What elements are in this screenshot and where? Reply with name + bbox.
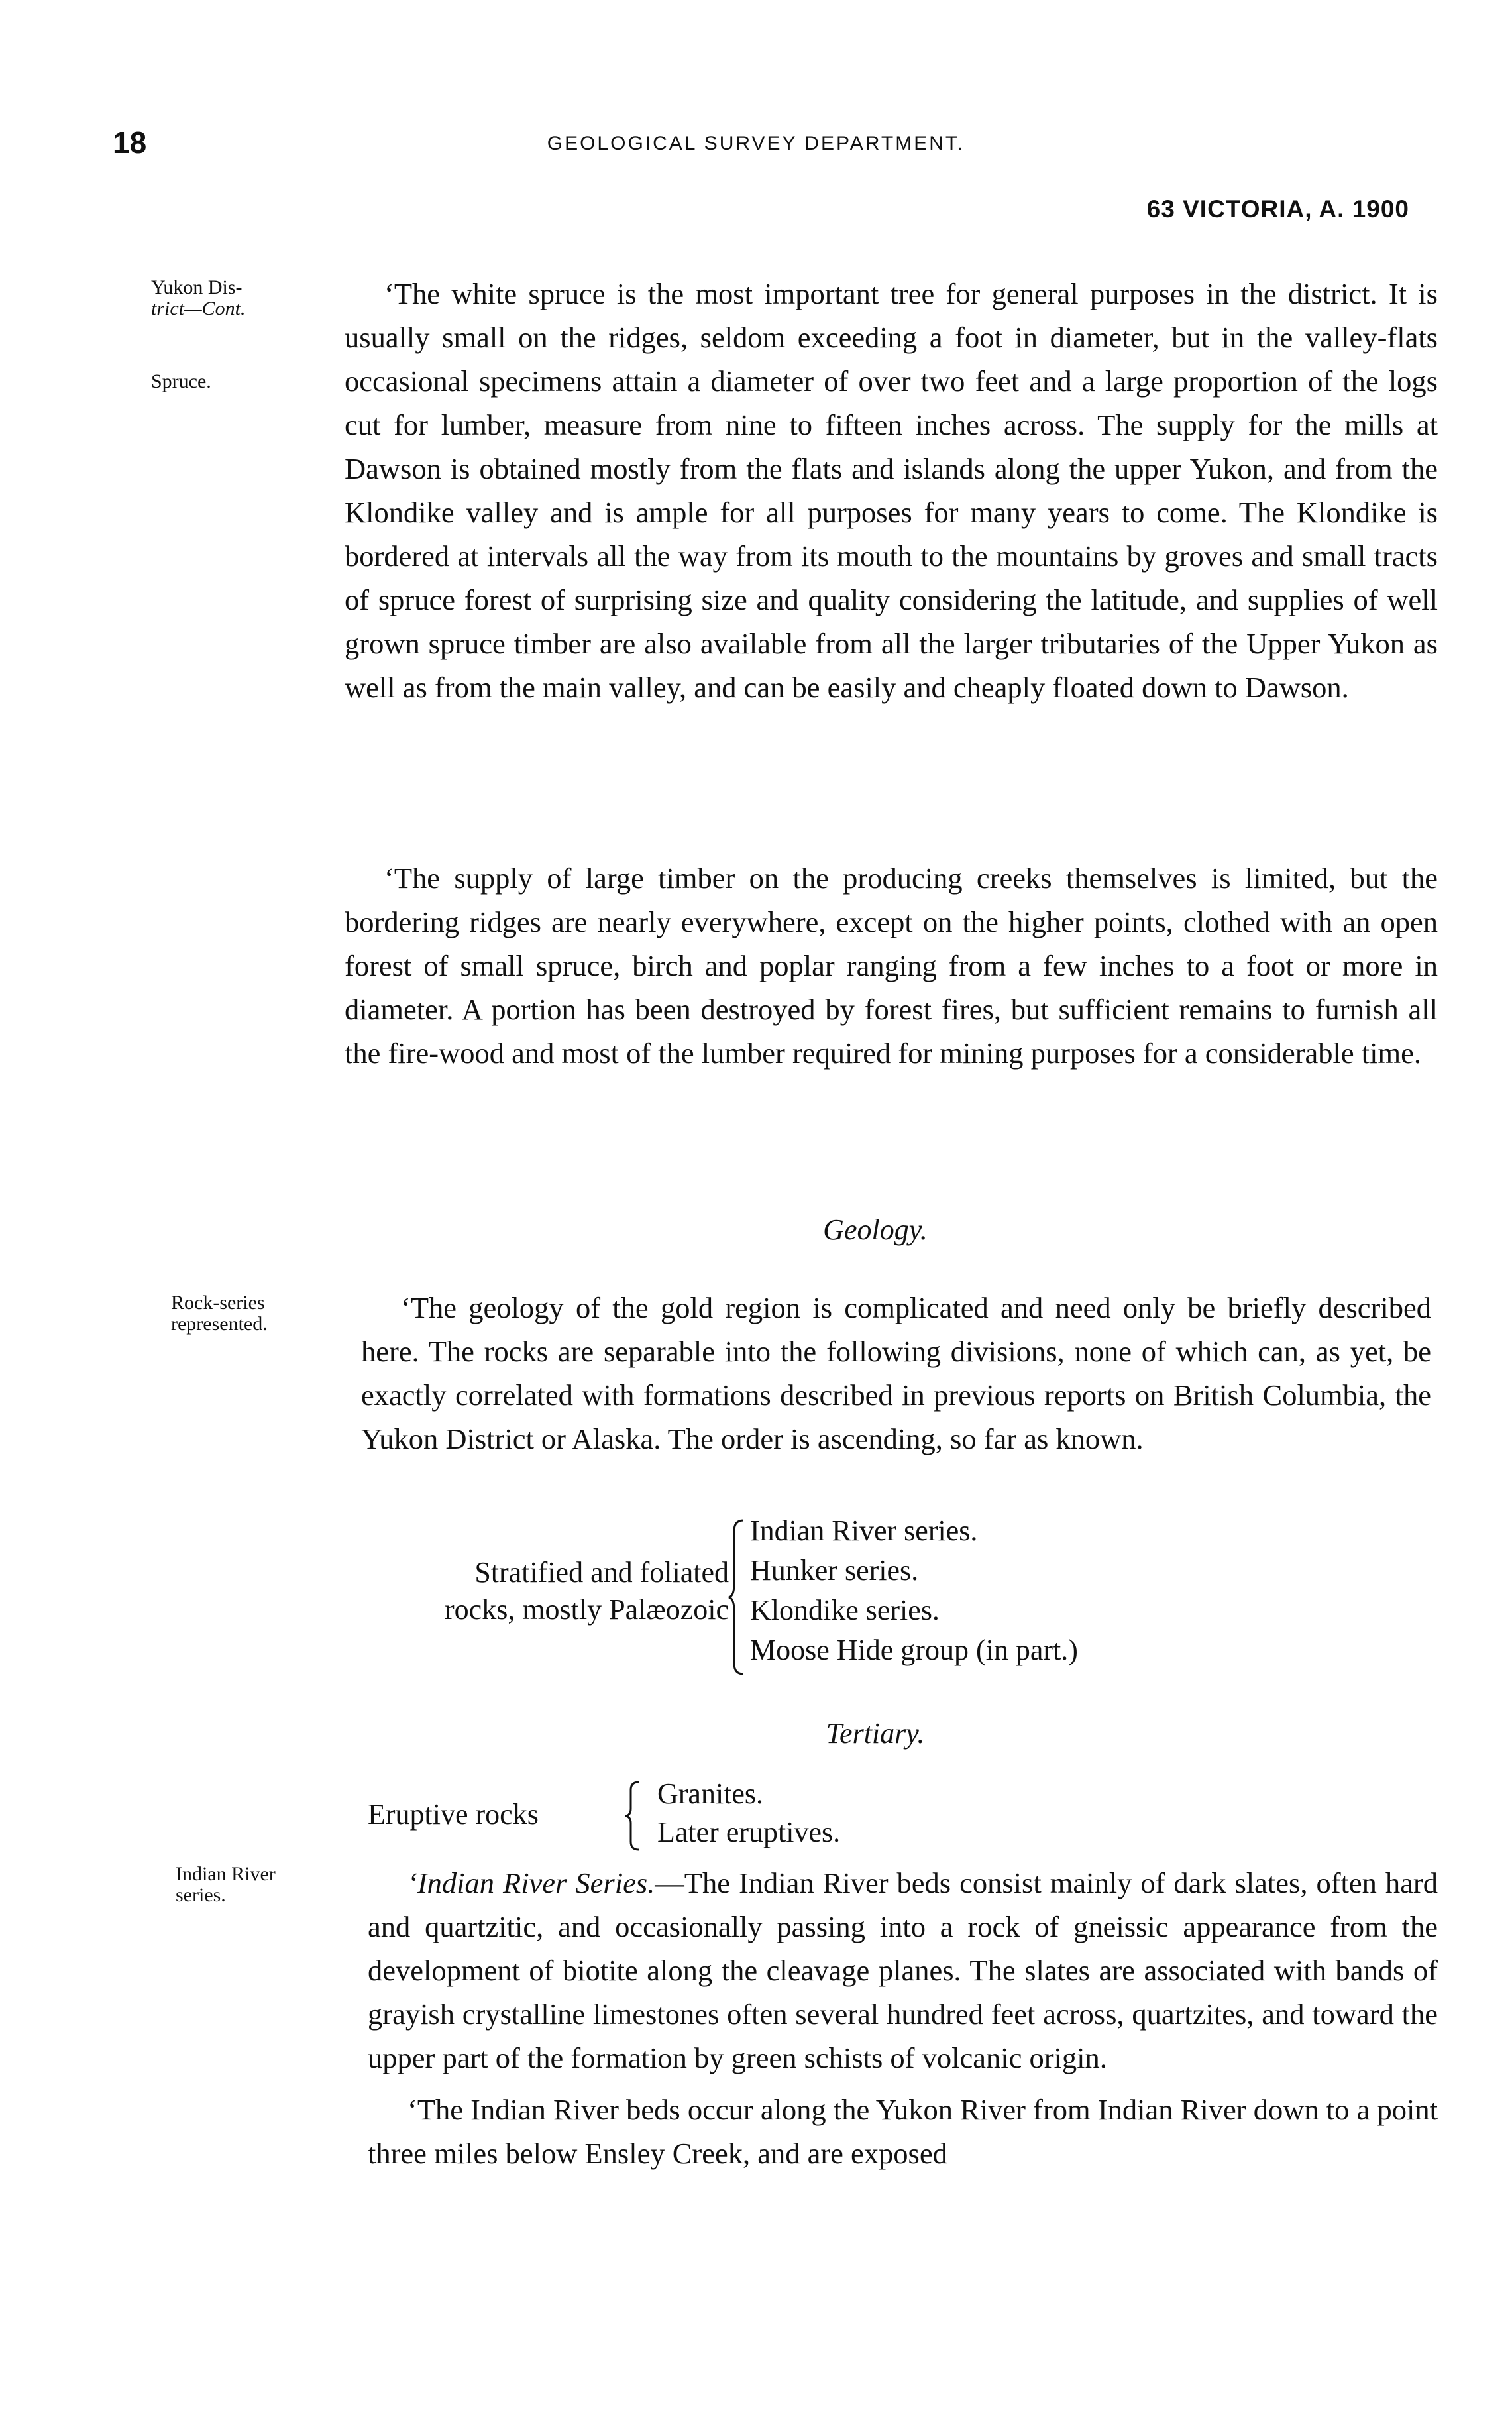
stratified-list bbox=[750, 1511, 1078, 1670]
stratified-label-line2: rocks, mostly Palæozoic bbox=[445, 1593, 729, 1626]
eruptive-label: Eruptive rocks bbox=[368, 1798, 539, 1831]
page-number: 18 bbox=[113, 125, 147, 160]
eruptive-item: Granites. bbox=[657, 1778, 764, 1810]
paragraph-spruce-1: ‘The white spruce is the most important tree for general purposes in the district. It is usually small on the ridges, seldom exceeding a foot in diameter, but in the valley-flats occasional specimens attain a diameter of over two feet and a large proportion of the logs cut for lumber, measure from nine to fifteen inches across. The supply for the mills at Dawson is obtained mostly from the flats and islands along the upper Yukon, and from the Klondike valley and is ample for all purposes for many years to come. The Klondike is bordered at intervals all the way from its mouth to the mountains by groves and small tracts of spruce forest of surprising size and quality considering the latitude, and supplies of well grown spruce timber are also available from all the larger tributaries of the Upper Yukon as well as from the main valley, and can be easily and cheaply floated down to Dawson. bbox=[345, 277, 1438, 704]
sidenote-yukon-line2: trict—Cont. bbox=[151, 298, 246, 319]
eruptive-brace bbox=[624, 1779, 643, 1852]
sidenote-yukon-line1: Yukon Dis- bbox=[151, 276, 243, 298]
indian-river-series-body: —The Indian River beds consist mainly of dark slates, often hard and quartzitic, and occasionally passing into a rock of gneissic appearance from the development of biotite along the cleavage planes. The slates are associated with bands of grayish crystalline limestones often several hundred feet across, quartzites, and toward the upper part of the formation by green schists of volcanic origin. bbox=[368, 1866, 1438, 2074]
stratified-item: Hunker series. bbox=[750, 1554, 919, 1587]
paragraph-geology: ‘The geology of the gold region is complicated and need only be briefly described here. The rocks are separable into the following divisions, none of which can, as yet, be exactly correlated with formations described in previous reports on British Columbia, the Yukon District or Alaska. The order is ascending, so far as known. bbox=[361, 1291, 1431, 1455]
stratified-item: Klondike series. bbox=[750, 1594, 940, 1626]
session-label: 63 VICTORIA, A. 1900 bbox=[1146, 196, 1409, 223]
heading-tertiary: Tertiary. bbox=[826, 1717, 925, 1750]
eruptive-list bbox=[657, 1775, 840, 1852]
sidenote-rock-line1: Rock-series bbox=[171, 1292, 265, 1314]
running-head: GEOLOGICAL SURVEY DEPARTMENT. bbox=[547, 133, 965, 154]
sidenote-rock-line2: represented. bbox=[171, 1313, 268, 1335]
sidenote-yukon bbox=[151, 277, 246, 319]
heading-geology: Geology. bbox=[823, 1214, 928, 1246]
stratified-item: Indian River series. bbox=[750, 1514, 978, 1547]
eruptive-item: Later eruptives. bbox=[657, 1816, 841, 1848]
stratified-item: Moose Hide group (in part.) bbox=[750, 1634, 1078, 1666]
paragraph-indian-river-2: ‘The Indian River beds occur along the Yukon River from Indian River down to a point three miles below Ensley Creek, and are exposed bbox=[368, 2093, 1438, 2170]
paragraph-spruce-2: ‘The supply of large timber on the producing creeks themselves is limited, but the bordering ridges are nearly everywhere, except on the higher points, clothed with an open forest of small spruce, birch and poplar ranging from a few inches to a foot or more in diameter. A portion has been destroyed by forest fires, but sufficient remains to furnish all the fire-wood and most of the lumber required for mining purposes for a considerable time. bbox=[345, 862, 1438, 1070]
stratified-label-line1: Stratified and foliated bbox=[474, 1556, 729, 1589]
paragraph-indian-river-1 bbox=[368, 1861, 1438, 2080]
sidenote-indian-line1: Indian River bbox=[176, 1863, 276, 1885]
sidenote-indian-line2: series. bbox=[176, 1884, 226, 1906]
sidenote-rock-series bbox=[171, 1292, 268, 1335]
indian-river-series-title: ‘Indian River Series. bbox=[407, 1866, 655, 1899]
sidenote-spruce: Spruce. bbox=[151, 370, 211, 392]
stratified-brace bbox=[728, 1518, 747, 1677]
sidenote-indian-river bbox=[176, 1864, 276, 1906]
stratified-label bbox=[371, 1554, 729, 1628]
